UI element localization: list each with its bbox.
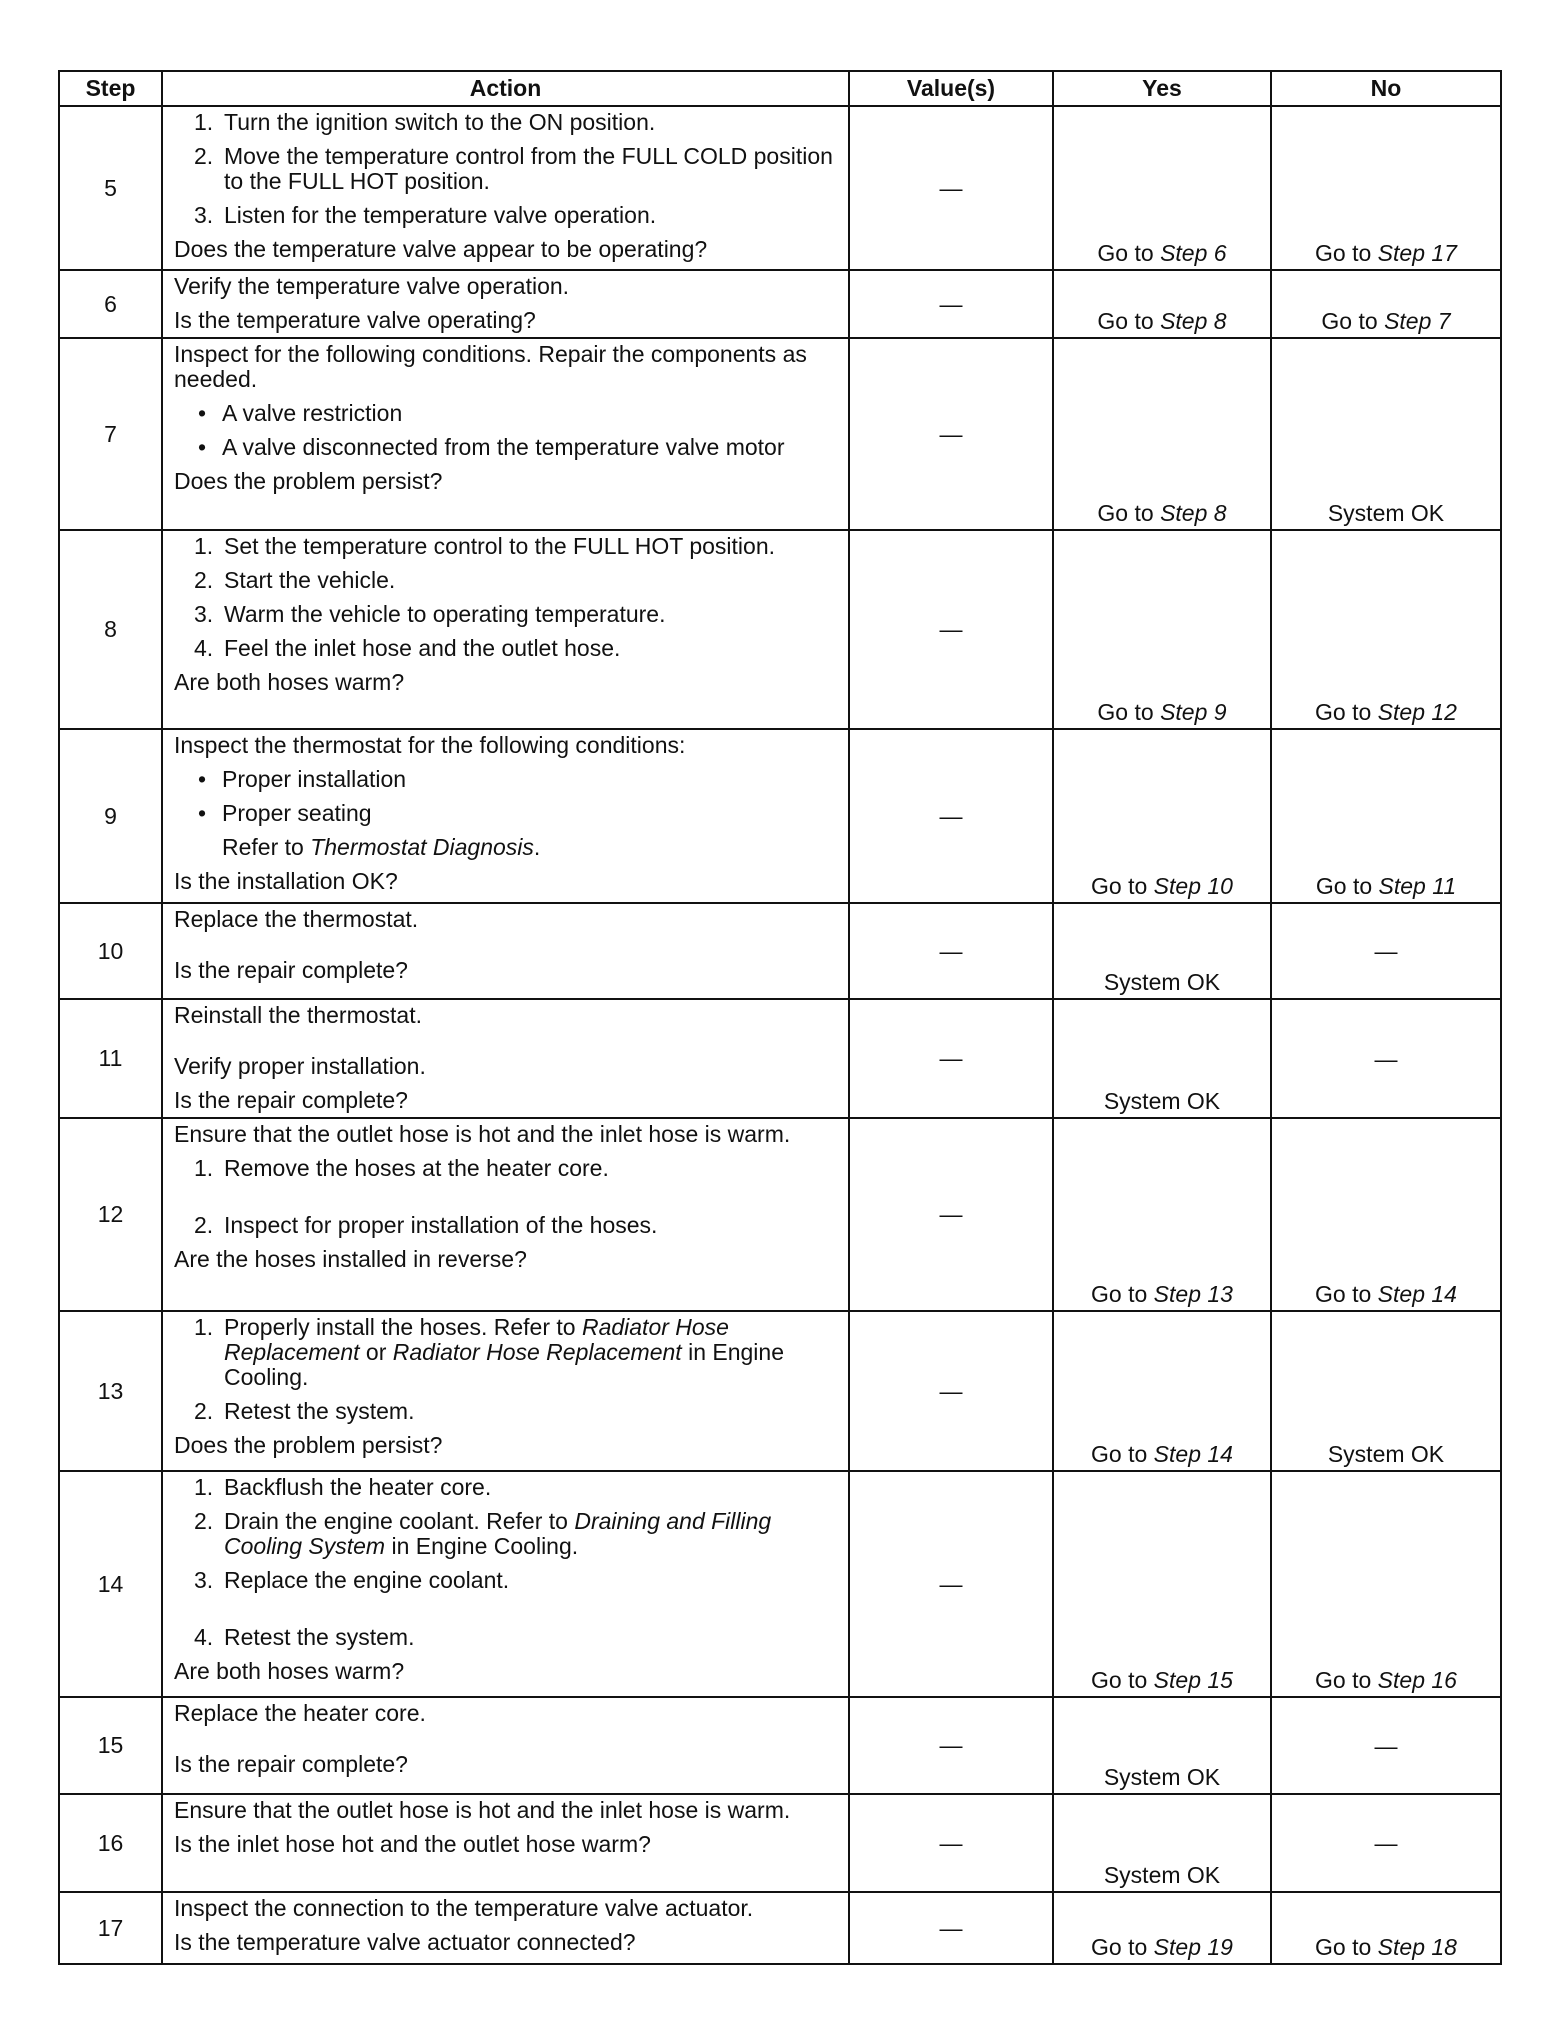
step-number: 13 bbox=[59, 1311, 162, 1471]
action-cell bbox=[162, 1118, 849, 1311]
action-cell bbox=[162, 903, 849, 999]
step-index: 1. bbox=[194, 1314, 214, 1340]
result-text: Go to bbox=[1091, 1441, 1154, 1467]
yes-result-cell bbox=[1053, 999, 1271, 1118]
step-index: 4. bbox=[194, 635, 214, 661]
result-text: Go to bbox=[1091, 1667, 1154, 1693]
step-number: 9 bbox=[59, 729, 162, 903]
numbered-step bbox=[174, 602, 838, 627]
header-yes: Yes bbox=[1053, 71, 1271, 106]
question-text: Is the repair complete? bbox=[174, 957, 408, 983]
step-link: Step 9 bbox=[1160, 699, 1227, 725]
action-cell bbox=[162, 729, 849, 903]
instruction-text bbox=[224, 1315, 838, 1390]
yes-result-cell bbox=[1053, 1311, 1271, 1471]
instruction-text: Reinstall the thermostat. bbox=[174, 1002, 423, 1028]
table-row bbox=[59, 999, 1501, 1118]
question-text: Are the hoses installed in reverse? bbox=[174, 1246, 527, 1272]
header-row bbox=[59, 71, 1501, 106]
text-fragment: in Engine Cooling. bbox=[224, 1339, 785, 1390]
step-number: 8 bbox=[59, 530, 162, 729]
instruction-text: Warm the vehicle to operating temperature. bbox=[224, 601, 666, 627]
question-text: Is the installation OK? bbox=[174, 868, 398, 894]
step-index: 4. bbox=[194, 1624, 214, 1650]
action-cell bbox=[162, 1697, 849, 1794]
step-link: Step 7 bbox=[1384, 308, 1451, 334]
step-link: Step 8 bbox=[1160, 308, 1227, 334]
action-cell bbox=[162, 1794, 849, 1892]
value-cell: — bbox=[849, 338, 1053, 530]
numbered-step bbox=[174, 636, 838, 661]
table-row bbox=[59, 1311, 1501, 1471]
instruction-text: Ensure that the outlet hose is hot and the inlet hose is warm. bbox=[174, 1121, 791, 1147]
question-text: Are both hoses warm? bbox=[174, 669, 405, 695]
instruction-text: Start the vehicle. bbox=[224, 567, 396, 593]
yes-result-cell bbox=[1053, 1697, 1271, 1794]
step-link: Step 6 bbox=[1160, 240, 1227, 266]
action-cell bbox=[162, 1311, 849, 1471]
table-row bbox=[59, 338, 1501, 530]
document-reference: Radiator Hose Replacement bbox=[224, 1314, 729, 1365]
action-cell bbox=[162, 106, 849, 270]
bullet-glyph: • bbox=[198, 800, 207, 826]
step-link: Step 19 bbox=[1153, 1934, 1233, 1960]
result-text: Go to bbox=[1315, 1281, 1378, 1307]
step-number: 15 bbox=[59, 1697, 162, 1794]
numbered-step bbox=[174, 1509, 838, 1559]
step-index: 2. bbox=[194, 143, 214, 169]
question-text: Is the repair complete? bbox=[174, 1751, 408, 1777]
diagnostic-table bbox=[58, 70, 1502, 1965]
numbered-step bbox=[174, 534, 838, 559]
step-link: Step 14 bbox=[1153, 1441, 1233, 1467]
step-index: 3. bbox=[194, 601, 214, 627]
bullet-item bbox=[174, 801, 838, 826]
instruction-text: Backflush the heater core. bbox=[224, 1474, 492, 1500]
result-text: System OK bbox=[1103, 1088, 1221, 1114]
step-link: Step 16 bbox=[1377, 1667, 1457, 1693]
result-text: Go to bbox=[1091, 1281, 1154, 1307]
instruction-text: Inspect the thermostat for the following conditions: bbox=[174, 732, 686, 758]
step-index: 1. bbox=[194, 533, 214, 559]
header-action: Action bbox=[162, 71, 849, 106]
table-row bbox=[59, 106, 1501, 270]
step-number: 7 bbox=[59, 338, 162, 530]
table-row bbox=[59, 903, 1501, 999]
yes-result-cell bbox=[1053, 530, 1271, 729]
instruction-text: Verify proper installation. bbox=[174, 1053, 426, 1079]
instruction-text: A valve disconnected from the temperature valve motor bbox=[222, 434, 785, 460]
question-text: Is the temperature valve operating? bbox=[174, 307, 536, 333]
instruction-text: Ensure that the outlet hose is hot and the inlet hose is warm. bbox=[174, 1797, 791, 1823]
yes-result-cell bbox=[1053, 106, 1271, 270]
yes-result-cell bbox=[1053, 1892, 1271, 1964]
value-cell: — bbox=[849, 1892, 1053, 1964]
instruction-text: Replace the heater core. bbox=[174, 1700, 426, 1726]
step-link: Step 18 bbox=[1377, 1934, 1457, 1960]
text-fragment: Drain the engine coolant. Refer to bbox=[224, 1508, 575, 1534]
no-result-cell bbox=[1271, 270, 1501, 338]
table-row bbox=[59, 1118, 1501, 1311]
step-link: Step 17 bbox=[1377, 240, 1457, 266]
numbered-step bbox=[174, 203, 838, 228]
instruction-text: Move the temperature control from the FULL COLD position to the FULL HOT position. bbox=[224, 143, 833, 194]
step-index: 1. bbox=[194, 109, 214, 135]
yes-result-cell bbox=[1053, 1118, 1271, 1311]
result-text: System OK bbox=[1103, 1764, 1221, 1790]
step-number: 5 bbox=[59, 106, 162, 270]
yes-result-cell bbox=[1053, 1471, 1271, 1697]
numbered-step bbox=[174, 144, 838, 194]
yes-result-cell bbox=[1053, 1794, 1271, 1892]
value-cell: — bbox=[849, 530, 1053, 729]
text-fragment: in Engine Cooling. bbox=[385, 1533, 579, 1559]
instruction-text bbox=[224, 1509, 838, 1559]
step-link: Step 13 bbox=[1153, 1281, 1233, 1307]
result-text: Go to bbox=[1315, 699, 1378, 725]
step-number: 16 bbox=[59, 1794, 162, 1892]
step-index: 3. bbox=[194, 202, 214, 228]
instruction-text: A valve restriction bbox=[222, 400, 403, 426]
result-text: Go to bbox=[1315, 873, 1379, 899]
result-text: Go to bbox=[1097, 240, 1161, 266]
action-cell bbox=[162, 999, 849, 1118]
question-text: Is the inlet hose hot and the outlet hose warm? bbox=[174, 1831, 651, 1857]
reference-line bbox=[174, 835, 838, 860]
numbered-step bbox=[174, 1625, 838, 1650]
step-number: 17 bbox=[59, 1892, 162, 1964]
value-cell: — bbox=[849, 729, 1053, 903]
instruction-text: Set the temperature control to the FULL HOT position. bbox=[224, 533, 776, 559]
action-cell bbox=[162, 270, 849, 338]
instruction-text: Retest the system. bbox=[224, 1624, 415, 1650]
result-text: Go to bbox=[1315, 1934, 1378, 1960]
step-number: 10 bbox=[59, 903, 162, 999]
question-text: Is the temperature valve actuator connected? bbox=[174, 1929, 636, 1955]
no-result-cell bbox=[1271, 1794, 1501, 1892]
result-text: — bbox=[1374, 1830, 1398, 1856]
step-link: Step 11 bbox=[1378, 873, 1457, 899]
text-fragment: Properly install the hoses. Refer to bbox=[224, 1314, 582, 1340]
step-link: Step 15 bbox=[1153, 1667, 1233, 1693]
question-text: Are both hoses warm? bbox=[174, 1658, 405, 1684]
question-text: Does the problem persist? bbox=[174, 1432, 443, 1458]
yes-result-cell bbox=[1053, 338, 1271, 530]
step-link: Step 12 bbox=[1377, 699, 1457, 725]
numbered-step bbox=[174, 1475, 838, 1500]
no-result-cell bbox=[1271, 338, 1501, 530]
header-values: Value(s) bbox=[849, 71, 1053, 106]
step-index: 2. bbox=[194, 1508, 214, 1534]
result-text: System OK bbox=[1103, 969, 1221, 995]
step-index: 2. bbox=[194, 1212, 214, 1238]
question-text: Does the temperature valve appear to be operating? bbox=[174, 236, 708, 262]
table-row bbox=[59, 1697, 1501, 1794]
step-link: Step 14 bbox=[1377, 1281, 1457, 1307]
instruction-text: Retest the system. bbox=[224, 1398, 415, 1424]
value-cell: — bbox=[849, 903, 1053, 999]
numbered-step bbox=[174, 110, 838, 135]
action-cell bbox=[162, 338, 849, 530]
step-link: Step 8 bbox=[1160, 500, 1227, 526]
step-number: 6 bbox=[59, 270, 162, 338]
document-reference: Radiator Hose Replacement bbox=[392, 1339, 682, 1365]
no-result-cell bbox=[1271, 1892, 1501, 1964]
value-cell: — bbox=[849, 1311, 1053, 1471]
instruction-text: Turn the ignition switch to the ON position. bbox=[224, 109, 656, 135]
result-text: Go to bbox=[1315, 1667, 1378, 1693]
step-number: 14 bbox=[59, 1471, 162, 1697]
value-cell: — bbox=[849, 106, 1053, 270]
header-no: No bbox=[1271, 71, 1501, 106]
result-text: Go to bbox=[1321, 308, 1385, 334]
result-text: System OK bbox=[1327, 500, 1445, 526]
value-cell: — bbox=[849, 1794, 1053, 1892]
numbered-step bbox=[174, 1568, 838, 1593]
question-text: Is the repair complete? bbox=[174, 1087, 408, 1113]
header-step: Step bbox=[59, 71, 162, 106]
value-cell: — bbox=[849, 999, 1053, 1118]
question-text: Does the problem persist? bbox=[174, 468, 443, 494]
result-text: Go to bbox=[1315, 240, 1378, 266]
result-text: System OK bbox=[1103, 1862, 1221, 1888]
bullet-glyph: • bbox=[198, 400, 207, 426]
bullet-item bbox=[174, 767, 838, 792]
step-number: 11 bbox=[59, 999, 162, 1118]
numbered-step bbox=[174, 1399, 838, 1424]
text-fragment: . bbox=[533, 834, 541, 860]
result-text: — bbox=[1374, 1045, 1398, 1072]
table-row bbox=[59, 1471, 1501, 1697]
document-reference: Draining and Filling Cooling System bbox=[224, 1508, 772, 1559]
table-row bbox=[59, 729, 1501, 903]
step-number: 12 bbox=[59, 1118, 162, 1311]
instruction-text: Inspect for the following conditions. Repair the components as needed. bbox=[174, 341, 807, 392]
numbered-step bbox=[174, 1315, 838, 1390]
bullet-glyph: • bbox=[198, 434, 207, 460]
numbered-step bbox=[174, 1213, 838, 1238]
yes-result-cell bbox=[1053, 903, 1271, 999]
yes-result-cell bbox=[1053, 729, 1271, 903]
step-index: 3. bbox=[194, 1567, 214, 1593]
action-cell bbox=[162, 1471, 849, 1697]
step-index: 1. bbox=[194, 1474, 214, 1500]
step-index: 1. bbox=[194, 1155, 214, 1181]
table-row bbox=[59, 270, 1501, 338]
no-result-cell bbox=[1271, 1118, 1501, 1311]
step-index: 2. bbox=[194, 567, 214, 593]
result-text: System OK bbox=[1327, 1441, 1445, 1467]
value-cell: — bbox=[849, 1697, 1053, 1794]
instruction-text: Inspect for proper installation of the hoses. bbox=[224, 1212, 658, 1238]
numbered-step bbox=[174, 1156, 838, 1181]
yes-result-cell bbox=[1053, 270, 1271, 338]
result-text: Go to bbox=[1091, 873, 1154, 899]
instruction-text: Inspect the connection to the temperature valve actuator. bbox=[174, 1895, 754, 1921]
result-text: Go to bbox=[1091, 1934, 1154, 1960]
instruction-text: Listen for the temperature valve operation. bbox=[224, 202, 657, 228]
result-text: Go to bbox=[1097, 699, 1161, 725]
instruction-text: Feel the inlet hose and the outlet hose. bbox=[224, 635, 621, 661]
instruction-text: Proper seating bbox=[222, 800, 372, 826]
no-result-cell bbox=[1271, 1471, 1501, 1697]
no-result-cell bbox=[1271, 903, 1501, 999]
no-result-cell bbox=[1271, 999, 1501, 1118]
table-row bbox=[59, 530, 1501, 729]
table-row bbox=[59, 1892, 1501, 1964]
no-result-cell bbox=[1271, 106, 1501, 270]
bullet-item bbox=[174, 401, 838, 426]
numbered-step bbox=[174, 568, 838, 593]
document-reference: Thermostat Diagnosis bbox=[310, 834, 534, 860]
no-result-cell bbox=[1271, 530, 1501, 729]
instruction-text: Verify the temperature valve operation. bbox=[174, 273, 570, 299]
result-text: Go to bbox=[1097, 500, 1161, 526]
result-text: — bbox=[1374, 1732, 1398, 1759]
action-cell bbox=[162, 530, 849, 729]
no-result-cell bbox=[1271, 1311, 1501, 1471]
instruction-text: Remove the hoses at the heater core. bbox=[224, 1155, 609, 1181]
no-result-cell bbox=[1271, 729, 1501, 903]
no-result-cell bbox=[1271, 1697, 1501, 1794]
instruction-text: Replace the thermostat. bbox=[174, 906, 419, 932]
bullet-glyph: • bbox=[198, 766, 207, 792]
text-fragment: Refer to bbox=[222, 834, 311, 860]
value-cell: — bbox=[849, 270, 1053, 338]
instruction-text: Replace the engine coolant. bbox=[224, 1567, 510, 1593]
result-text: Go to bbox=[1097, 308, 1161, 334]
value-cell: — bbox=[849, 1118, 1053, 1311]
bullet-item bbox=[174, 435, 838, 460]
result-text: — bbox=[1374, 938, 1398, 964]
table-row bbox=[59, 1794, 1501, 1892]
table-body bbox=[59, 106, 1501, 1964]
text-fragment: or bbox=[359, 1339, 393, 1365]
value-cell: — bbox=[849, 1471, 1053, 1697]
step-index: 2. bbox=[194, 1398, 214, 1424]
step-link: Step 10 bbox=[1153, 873, 1233, 899]
action-cell bbox=[162, 1892, 849, 1964]
instruction-text: Proper installation bbox=[222, 766, 407, 792]
